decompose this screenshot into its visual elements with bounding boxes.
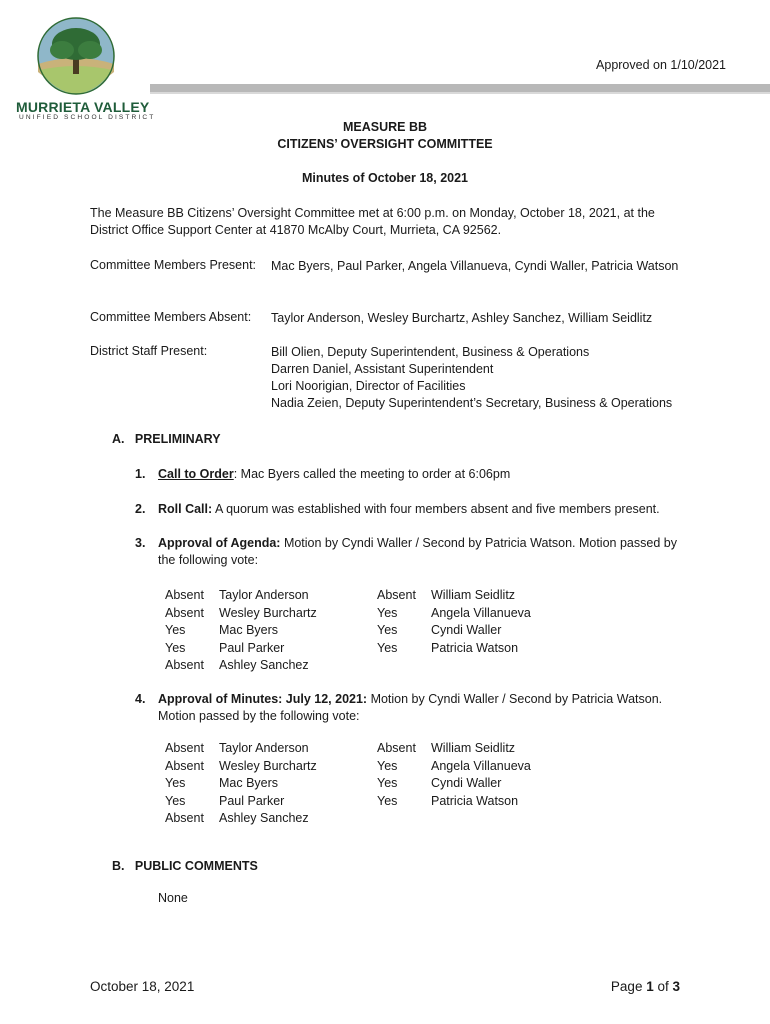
- vote-row: [377, 758, 531, 776]
- vote-row: [377, 640, 531, 658]
- vote-status: Absent: [165, 758, 204, 773]
- item-text: Motion by Cyndi Waller / Second by Patricia Watson. Motion passed by the following vote:: [158, 692, 663, 723]
- vote-status: Yes: [377, 640, 398, 655]
- staff-item: Lori Noorigian, Director of Facilities: [271, 379, 466, 393]
- header-rule: [150, 84, 770, 92]
- vote-member: Mac Byers: [219, 623, 279, 637]
- item-roll-call: [135, 501, 695, 518]
- vote-status: Yes: [165, 640, 186, 655]
- vote-table-agenda: [165, 587, 665, 677]
- vote-status: Yes: [377, 605, 398, 620]
- vote-row: [165, 793, 317, 811]
- vote-status: Absent: [377, 741, 416, 755]
- vote-status: Absent: [165, 588, 204, 602]
- vote-status: Yes: [377, 776, 398, 790]
- vote-status: Yes: [165, 776, 186, 790]
- staff-item: Bill Olien, Deputy Superintendent, Business & Operations: [271, 345, 590, 359]
- approved-date: Approved on 1/10/2021: [596, 58, 726, 72]
- vote-row: [165, 587, 317, 605]
- section-b-heading: B. PUBLIC COMMENTS: [112, 859, 258, 873]
- item-number: 1.: [135, 467, 146, 481]
- item-approval-agenda: [135, 535, 695, 569]
- vote-member: Angela Villanueva: [431, 758, 531, 773]
- vote-row: [377, 740, 531, 758]
- vote-row: [165, 605, 317, 623]
- vote-member: Taylor Anderson: [219, 588, 309, 602]
- title-minutes: Minutes of October 18, 2021: [301, 171, 469, 185]
- vote-member: Angela Villanueva: [431, 605, 531, 620]
- vote-status: Yes: [377, 623, 398, 637]
- vote-status: Absent: [165, 741, 204, 755]
- item-text: A quorum was established with four members absent and five members present.: [212, 502, 660, 516]
- vote-member: William Seidlitz: [431, 588, 516, 602]
- vote-row: [165, 622, 317, 640]
- item-call-to-order: [135, 466, 695, 483]
- vote-status: Absent: [165, 811, 204, 825]
- vote-status: Yes: [377, 758, 398, 773]
- title-measure: MEASURE BB: [342, 120, 428, 134]
- item-number: 3.: [135, 536, 146, 550]
- vote-member: Taylor Anderson: [219, 741, 309, 755]
- absent-value: Taylor Anderson, Wesley Burchartz, Ashley Sanchez, William Seidlitz: [271, 311, 653, 325]
- vote-member: Wesley Burchartz: [219, 758, 317, 773]
- item-number: 4.: [135, 692, 146, 706]
- vote-row: [377, 622, 531, 640]
- vote-row: [377, 587, 531, 605]
- item-heading: Roll Call:: [158, 502, 213, 516]
- vote-table-minutes: [165, 740, 665, 830]
- present-value: Mac Byers, Paul Parker, Angela Villanueva, Cyndi Waller, Patricia Watson: [271, 259, 679, 273]
- vote-row: [165, 758, 317, 776]
- intro-paragraph: The Measure BB Citizens’ Oversight Committee met at 6:00 p.m. on Monday, October 18, 2021, at the District Office Support Center at 41870 McAlby Court, Murrieta, CA 92562.: [90, 206, 655, 237]
- vote-row: [165, 657, 317, 675]
- footer-date: October 18, 2021: [90, 979, 195, 994]
- of-word: of: [653, 979, 673, 994]
- vote-member: William Seidlitz: [431, 741, 516, 755]
- item-heading: Approval of Agenda:: [158, 536, 281, 550]
- vote-member: Cyndi Waller: [431, 776, 502, 790]
- page-current: 1: [646, 979, 654, 994]
- staff-label: District Staff Present:: [90, 344, 208, 358]
- logo-subtitle: UNIFIED SCHOOL DISTRICT: [19, 114, 156, 121]
- vote-status: Absent: [377, 588, 416, 602]
- item-text: : Mac Byers called the meeting to order at 6:06pm: [233, 467, 511, 481]
- vote-member: Cyndi Waller: [431, 623, 502, 637]
- logo-name: MURRIETA VALLEY: [16, 99, 150, 115]
- header-rule-thin: [150, 92, 770, 94]
- page-word: Page: [610, 979, 647, 994]
- vote-member: Mac Byers: [219, 776, 279, 790]
- section-a-heading: A. PRELIMINARY: [112, 432, 221, 446]
- vote-status: Yes: [165, 793, 186, 808]
- vote-row: [377, 793, 531, 811]
- vote-member: Patricia Watson: [431, 640, 519, 655]
- staff-list: [271, 344, 701, 412]
- item-number: 2.: [135, 502, 146, 516]
- title-committee: CITIZENS’ OVERSIGHT COMMITTEE: [277, 137, 493, 151]
- vote-member: Paul Parker: [219, 793, 285, 808]
- item-approval-minutes: [135, 691, 695, 725]
- vote-member: Ashley Sanchez: [219, 658, 309, 672]
- page-total: 3: [672, 979, 680, 994]
- vote-member: Patricia Watson: [431, 793, 519, 808]
- vote-row: [165, 775, 317, 793]
- page-number: [611, 979, 680, 994]
- vote-row: [377, 775, 531, 793]
- vote-member: Ashley Sanchez: [219, 811, 309, 825]
- item-heading: Approval of Minutes: July 12, 2021:: [158, 692, 368, 706]
- item-heading: Call to Order: [158, 467, 234, 481]
- tree-logo-icon: [14, 12, 144, 102]
- vote-row: [165, 740, 317, 758]
- vote-status: Absent: [165, 658, 204, 672]
- vote-row: [165, 640, 317, 658]
- item-text: Motion by Cyndi Waller / Second by Patricia Watson. Motion passed by the following vote:: [158, 536, 677, 567]
- vote-row: [165, 810, 317, 828]
- public-comments-none: None: [158, 891, 188, 905]
- absent-label: Committee Members Absent:: [90, 310, 252, 324]
- present-label: Committee Members Present:: [90, 258, 257, 272]
- vote-status: Yes: [165, 623, 186, 637]
- staff-item: Nadia Zeien, Deputy Superintendent’s Secretary, Business & Operations: [271, 396, 673, 410]
- staff-item: Darren Daniel, Assistant Superintendent: [271, 362, 494, 376]
- vote-member: Wesley Burchartz: [219, 605, 317, 620]
- vote-row: [377, 605, 531, 623]
- vote-status: Absent: [165, 605, 204, 620]
- vote-member: Paul Parker: [219, 640, 285, 655]
- vote-status: Yes: [377, 793, 398, 808]
